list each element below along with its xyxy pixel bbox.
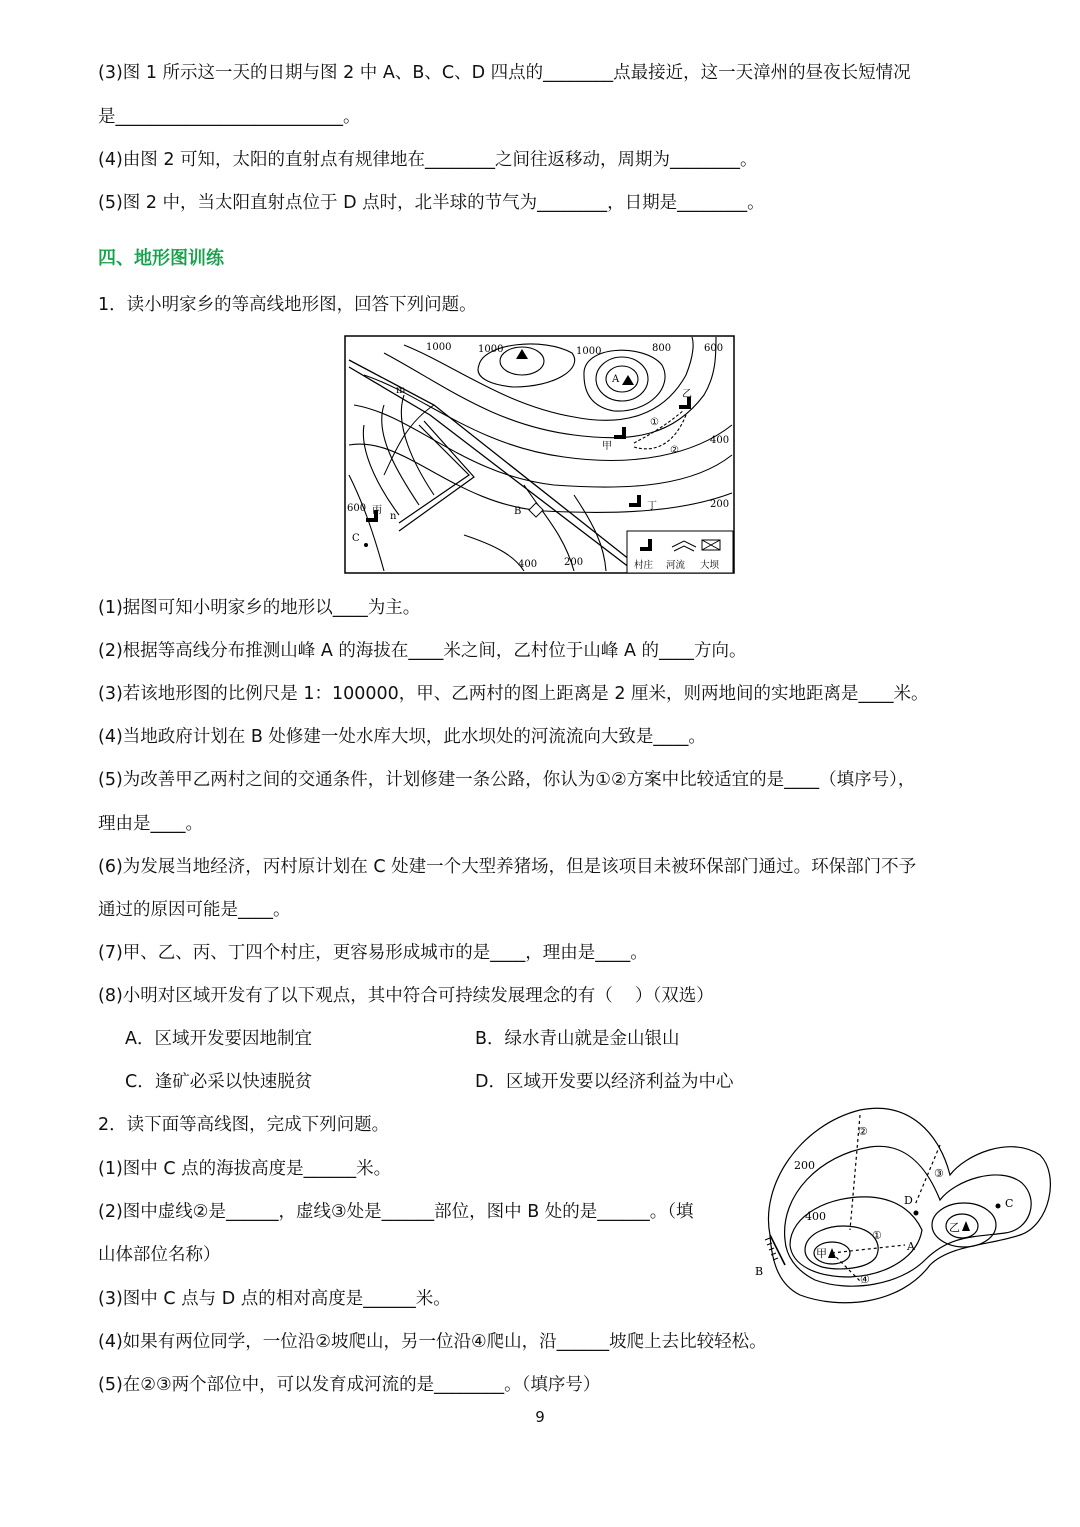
point-label: D bbox=[904, 1194, 913, 1207]
question-4-line: (4)由图 2 可知，太阳的直射点有规律地在________之间往返移动，周期为________。 bbox=[98, 150, 758, 170]
point-label: ① bbox=[872, 1229, 882, 1242]
q1-sub-2: (2)根据等高线分布推测山峰 A 的海拔在____米之间，乙村位于山峰 A 的____方向。 bbox=[98, 641, 747, 661]
contour-label: 1000 bbox=[576, 346, 602, 357]
q2-stem: 2．读下面等高线图，完成下列问题。 bbox=[98, 1115, 390, 1135]
page-number: 9 bbox=[535, 1408, 545, 1426]
contour-label: 1000 bbox=[426, 342, 452, 353]
section-title: 四、地形图训练 bbox=[98, 248, 224, 269]
point-label: m bbox=[396, 385, 406, 396]
point-label: 丙 bbox=[372, 505, 382, 516]
contour-label: 400 bbox=[710, 435, 730, 446]
point-label: 甲 bbox=[816, 1247, 827, 1260]
q1-sub-6-cont: 通过的原因可能是____。 bbox=[98, 900, 291, 920]
q2-sub-3: (3)图中 C 点与 D 点的相对高度是______米。 bbox=[98, 1289, 451, 1309]
point-label: B bbox=[514, 506, 522, 517]
contour-label: 600 bbox=[704, 343, 724, 354]
point-label: 乙 bbox=[949, 1221, 960, 1234]
q1-sub-1: (1)据图可知小明家乡的地形以____为主。 bbox=[98, 598, 421, 618]
contour-label: 400 bbox=[805, 1210, 826, 1223]
q1-sub-5: (5)为改善甲乙两村之间的交通条件，计划修建一条公路，你认为①②方案中比较适宜的是____（填序号）， bbox=[98, 770, 916, 790]
contour-map-1 bbox=[344, 335, 736, 575]
point-label: 丁 bbox=[647, 501, 657, 512]
contour-label: 1000 bbox=[478, 344, 504, 355]
question-5-line: (5)图 2 中，当太阳直射点位于 D 点时，北半球的节气为________，日期是________。 bbox=[98, 193, 765, 213]
question-3-line-cont: 是__________________________。 bbox=[98, 107, 361, 127]
q1-stem: 1．读小明家乡的等高线地形图，回答下列问题。 bbox=[98, 295, 477, 315]
contour-label: 400 bbox=[518, 559, 538, 570]
point-label: C bbox=[352, 533, 360, 544]
point-label: ③ bbox=[934, 1167, 944, 1180]
q1-sub-8: (8)小明对区域开发有了以下观点，其中符合可持续发展理念的有（ ）（双选） bbox=[98, 986, 714, 1006]
contour-label: 200 bbox=[564, 557, 584, 568]
contour-label: 600 bbox=[347, 503, 367, 514]
option-c: C．逢矿必采以快速脱贫 bbox=[125, 1072, 313, 1092]
contour-label: 200 bbox=[710, 499, 730, 510]
legend-dam: 大坝 bbox=[700, 560, 720, 571]
point-label: ④ bbox=[860, 1273, 870, 1286]
point-label: ② bbox=[858, 1125, 868, 1138]
q1-sub-6: (6)为发展当地经济，丙村原计划在 C 处建一个大型养猪场，但是该项目未被环保部门通过。环保部门不予 bbox=[98, 857, 917, 877]
point-label: 甲 bbox=[602, 441, 612, 452]
q2-sub-4: (4)如果有两位同学，一位沿②坡爬山，另一位沿④爬山，沿______坡爬上去比较轻松。 bbox=[98, 1332, 767, 1352]
point-label: ② bbox=[670, 445, 679, 456]
point-label: A bbox=[907, 1240, 915, 1253]
q1-sub-4: (4)当地政府计划在 B 处修建一处水库大坝，此水坝处的河流流向大致是____。 bbox=[98, 727, 706, 747]
point-label: C bbox=[1005, 1197, 1014, 1210]
q1-sub-3: (3)若该地形图的比例尺是 1：100000，甲、乙两村的图上距离是 2 厘米，则两地间的实地距离是____米。 bbox=[98, 684, 929, 704]
q2-sub-1: (1)图中 C 点的海拔高度是______米。 bbox=[98, 1159, 392, 1179]
point-label: B bbox=[755, 1265, 764, 1278]
point-label: n bbox=[390, 511, 397, 522]
point-label: 乙 bbox=[682, 389, 692, 400]
option-d: D．区域开发要以经济利益为中心 bbox=[475, 1072, 734, 1092]
question-3-line: (3)图 1 所示这一天的日期与图 2 中 A、B、C、D 四点的________点最接近，这一天漳州的昼夜长短情况 bbox=[98, 63, 911, 83]
point-label: ① bbox=[650, 417, 659, 428]
q1-sub-5-cont: 理由是____。 bbox=[98, 814, 203, 834]
contour-label: 200 bbox=[794, 1159, 815, 1172]
option-b: B．绿水青山就是金山银山 bbox=[475, 1029, 680, 1049]
contour-label: 800 bbox=[652, 343, 672, 354]
option-a: A．区域开发要因地制宜 bbox=[125, 1029, 312, 1049]
legend-river: 河流 bbox=[666, 560, 686, 571]
q2-sub-5: (5)在②③两个部位中，可以发育成河流的是________。（填序号） bbox=[98, 1375, 601, 1395]
q2-sub-2: (2)图中虚线②是______，虚线③处是______部位，图中 B 处的是______。（填 bbox=[98, 1202, 694, 1222]
point-label: A bbox=[612, 374, 620, 385]
contour-map-2 bbox=[750, 1105, 1055, 1325]
legend-village: 村庄 bbox=[634, 560, 654, 571]
q2-sub-2-cont: 山体部位名称） bbox=[98, 1245, 221, 1265]
q1-sub-7: (7)甲、乙、丙、丁四个村庄，更容易形成城市的是____，理由是____。 bbox=[98, 943, 648, 963]
